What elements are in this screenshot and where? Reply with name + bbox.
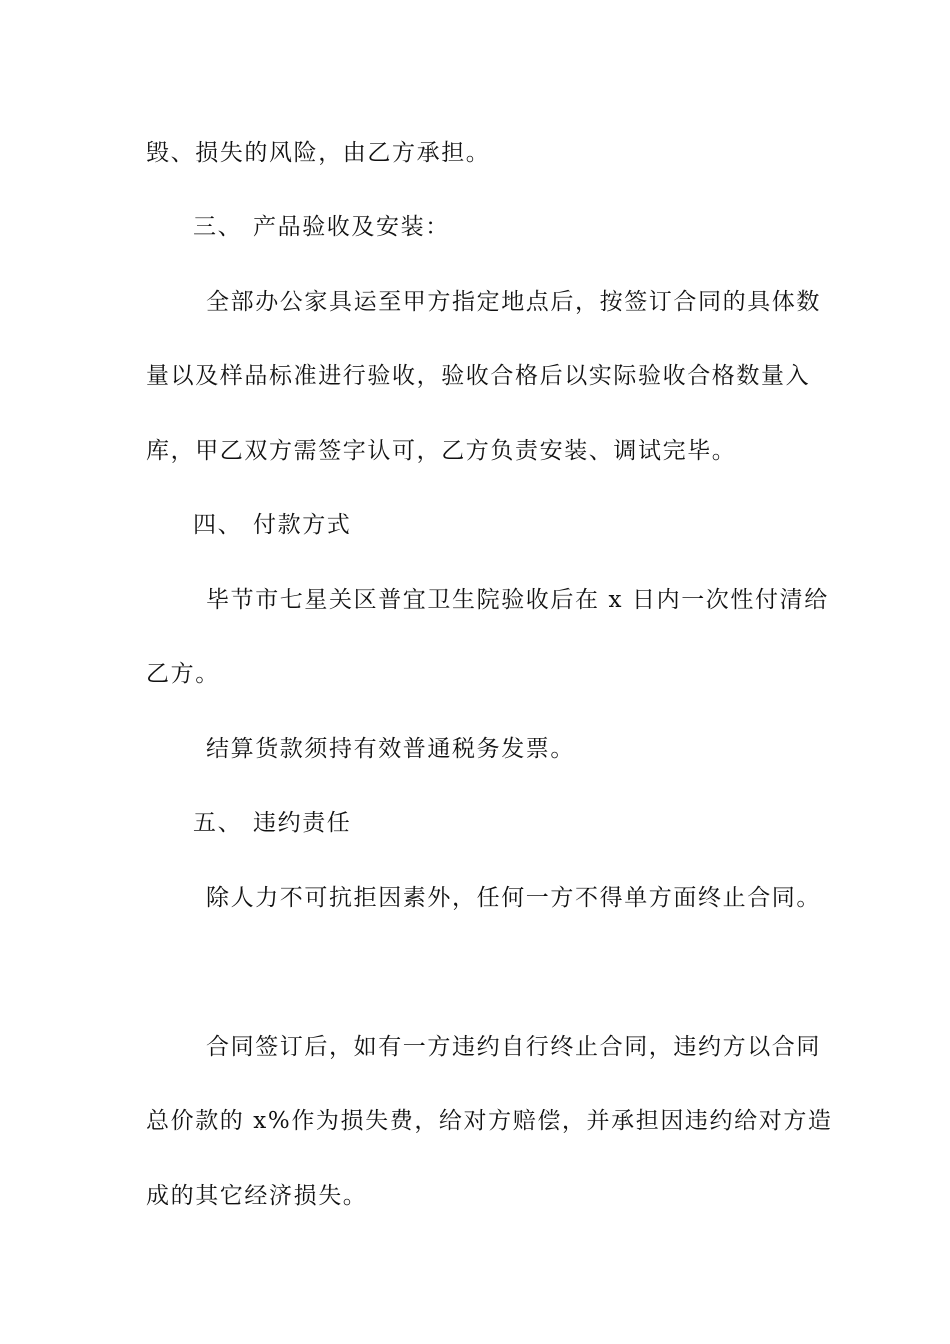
paragraph-line: 成的其它经济损失。 xyxy=(146,1183,368,1209)
section-heading-3 xyxy=(193,212,863,242)
section-number: 四、 xyxy=(193,512,243,538)
section-number: 三、 xyxy=(193,214,243,240)
paragraph-line: 量以及样品标准进行验收，验收合格后以实际验收合格数量入 xyxy=(146,363,811,389)
paragraph-line: 毁、损失的风险，由乙方承担。 xyxy=(146,140,491,166)
section-heading-4 xyxy=(193,510,863,540)
section-heading-5 xyxy=(193,808,863,838)
paragraph-line: 合同签订后，如有一方违约自行终止合同，违约方以合同 xyxy=(206,1034,821,1060)
paragraph-line: 结算货款须持有效普通税务发票。 xyxy=(206,736,575,762)
paragraph-line: 库，甲乙双方需签字认可，乙方负责安装、调试完毕。 xyxy=(146,438,737,464)
paragraph-line: 除人力不可抗拒因素外，任何一方不得单方面终止合同。 xyxy=(206,885,821,911)
section-number: 五、 xyxy=(193,810,243,836)
paragraph-line: 乙方。 xyxy=(146,661,220,687)
section-title: 付款方式 xyxy=(253,512,352,538)
paragraph-line: 全部办公家具运至甲方指定地点后，按签订合同的具体数 xyxy=(206,289,821,315)
paragraph-line: 总价款的 x%作为损失费，给对方赔偿，并承担因违约给对方造 xyxy=(146,1108,833,1134)
paragraph-line: 毕节市七星关区普宜卫生院验收后在 x 日内一次性付清给 xyxy=(206,587,829,613)
section-title: 违约责任 xyxy=(253,810,352,836)
section-title: 产品验收及安装： xyxy=(253,214,450,240)
